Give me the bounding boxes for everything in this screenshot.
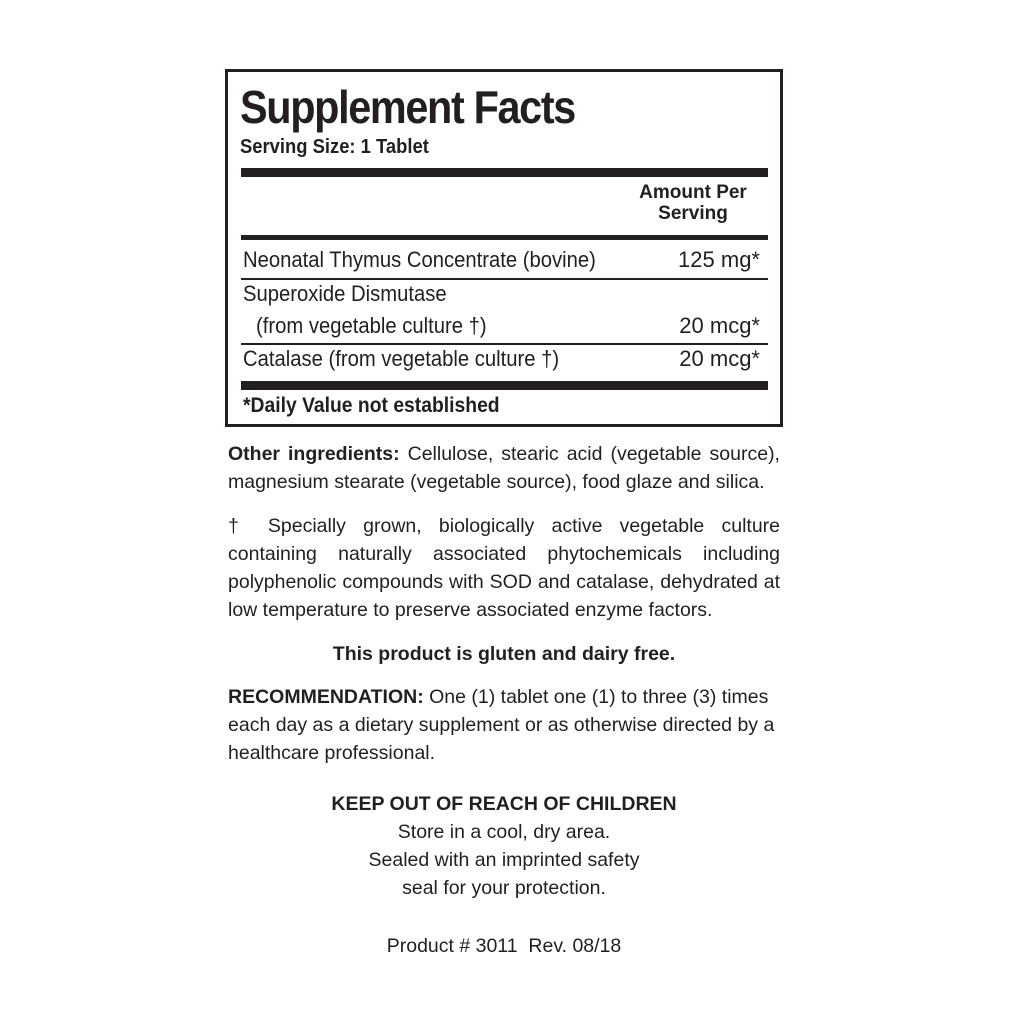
ingredient-amount: 20 mcg* [679, 313, 760, 338]
panel-title: Supplement Facts [240, 81, 575, 133]
other-ingredients-label: Other ingredients: [228, 443, 400, 465]
amount-per-serving-header [628, 182, 758, 224]
thick-divider [241, 381, 768, 390]
ingredient-amount: 20 mcg* [679, 346, 760, 371]
daily-value-note: *Daily Value not established [243, 394, 500, 417]
other-ingredients-text: Cellulose, stearic acid (vegetable source), magnesium stearate (vegetable source), food glaze and silica. [228, 443, 780, 493]
allergen-note: This product is gluten and dairy free. [332, 643, 676, 665]
safety-seal-line: Sealed with an imprinted safety [368, 849, 640, 871]
ingredient-name: Superoxide Dismutase [243, 281, 447, 306]
ingredient-amount: 125 mg* [678, 247, 760, 272]
protection-line: seal for your protection. [402, 877, 606, 899]
header-divider [241, 235, 768, 240]
serving-size: Serving Size: 1 Tablet [240, 136, 429, 158]
storage-line: Store in a cool, dry area. [397, 821, 611, 843]
ingredient-name: Neonatal Thymus Concentrate (bovine) [243, 247, 596, 272]
warning-heading: KEEP OUT OF REACH OF CHILDREN [331, 793, 677, 815]
amount-header-line2: Serving [658, 203, 728, 224]
recommendation-label: RECOMMENDATION: [228, 686, 424, 708]
recommendation [228, 683, 780, 767]
storage-warning [228, 790, 780, 902]
supplement-facts-panel [225, 69, 783, 427]
row-divider [241, 343, 768, 345]
ingredient-name-continued: (from vegetable culture †) [256, 313, 487, 338]
culture-footnote: † Specially grown, biologically active vegetable culture containing naturally associated phytochemicals including polyphenolic compounds with SOD and catalase, dehydrated at low temperature to preserve associated enzyme factors. [228, 515, 780, 621]
ingredient-name: Catalase (from vegetable culture †) [243, 346, 560, 371]
product-revision: Product # 3011 Rev. 08/18 [386, 935, 622, 957]
recommendation-text: One (1) tablet one (1) to three (3) times each day as a dietary supplement or as otherwise directed by a healthcare professional. [228, 686, 775, 764]
row-divider [241, 278, 768, 280]
thick-divider [241, 168, 768, 177]
amount-header-line1: Amount Per [639, 182, 747, 203]
other-ingredients [228, 440, 780, 496]
